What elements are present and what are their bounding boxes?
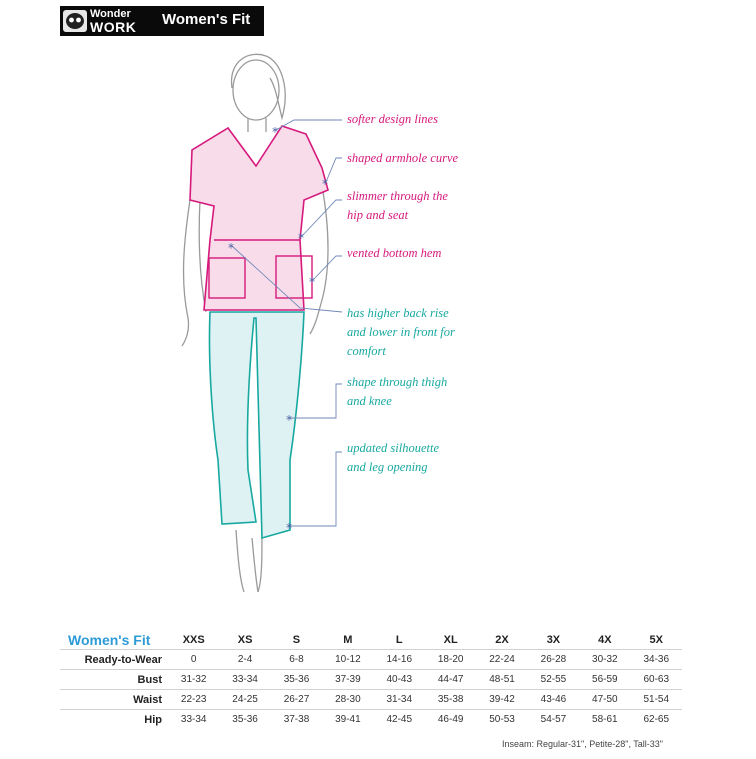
table-cell: 2-4: [219, 650, 270, 670]
callout-softer-design-lines: softer design lines: [347, 112, 438, 126]
table-cell: 39-41: [322, 710, 373, 730]
table-cell: 58-61: [579, 710, 630, 730]
size-col-header: 4X: [598, 633, 612, 646]
size-chart-table: [60, 630, 682, 729]
size-col-header: XS: [237, 633, 253, 646]
table-row: [60, 670, 682, 690]
size-chart-title: Women's Fit: [68, 631, 151, 648]
table-row: [60, 650, 682, 670]
table-cell: 22-23: [168, 690, 219, 710]
table-cell: 24-25: [219, 690, 270, 710]
callout-vented-hem: vented bottom hem: [347, 246, 442, 260]
size-header-row: [60, 630, 682, 650]
svg-text:*: *: [286, 413, 292, 427]
callout-shaped-armhole: shaped armhole curve: [347, 151, 459, 165]
size-col-header: S: [292, 633, 301, 646]
table-cell: 34-36: [631, 650, 682, 670]
table-cell: 30-32: [579, 650, 630, 670]
svg-text:*: *: [272, 125, 278, 139]
table-cell: 37-38: [271, 710, 322, 730]
svg-text:*: *: [228, 241, 234, 255]
svg-text:*: *: [322, 177, 328, 191]
table-cell: 56-59: [579, 670, 630, 690]
table-cell: 50-53: [476, 710, 527, 730]
table-cell: 22-24: [476, 650, 527, 670]
table-cell: 31-34: [374, 690, 425, 710]
size-col-header: XL: [443, 633, 458, 646]
table-cell: 18-20: [425, 650, 476, 670]
table-cell: 31-32: [168, 670, 219, 690]
svg-text:*: *: [298, 231, 304, 245]
svg-text:*: *: [309, 275, 315, 289]
table-cell: 33-34: [168, 710, 219, 730]
scrub-top: [190, 126, 328, 310]
table-cell: 47-50: [579, 690, 630, 710]
brand-name-line2: WORK: [90, 19, 137, 35]
table-cell: 54-57: [528, 710, 579, 730]
table-cell: 60-63: [631, 670, 682, 690]
size-col-header: L: [395, 633, 403, 646]
callout-thigh-knee: shape through thigh and knee: [347, 375, 448, 408]
table-cell: 42-45: [374, 710, 425, 730]
table-cell: 43-46: [528, 690, 579, 710]
inseam-footnote: Inseam: Regular-31", Petite-28", Tall-33": [502, 739, 663, 749]
table-cell: 35-36: [219, 710, 270, 730]
table-cell: 14-16: [374, 650, 425, 670]
table-cell: 6-8: [271, 650, 322, 670]
page-title: Women's Fit: [162, 11, 251, 28]
svg-text:*: *: [286, 521, 292, 535]
table-cell: 33-34: [219, 670, 270, 690]
table-cell: 10-12: [322, 650, 373, 670]
row-label-waist: Waist: [60, 690, 168, 710]
table-cell: 37-39: [322, 670, 373, 690]
row-label-ready-to-wear: Ready-to-Wear: [60, 650, 168, 670]
table-cell: 46-49: [425, 710, 476, 730]
callout-back-rise: has higher back rise and lower in front for comfort: [347, 306, 455, 358]
table-cell: 35-36: [271, 670, 322, 690]
table-cell: 40-43: [374, 670, 425, 690]
table-cell: 48-51: [476, 670, 527, 690]
row-label-bust: Bust: [60, 670, 168, 690]
size-col-header: 3X: [546, 633, 561, 646]
table-cell: 26-28: [528, 650, 579, 670]
table-cell: 44-47: [425, 670, 476, 690]
table-cell: 35-38: [425, 690, 476, 710]
row-label-hip: Hip: [60, 710, 168, 730]
brand-name-line1: Wonder: [90, 8, 131, 20]
table-cell: 51-54: [631, 690, 682, 710]
callout-silhouette-leg: updated silhouette and leg opening: [347, 441, 439, 474]
size-col-header: 2X: [495, 633, 509, 646]
size-col-header: 5X: [649, 633, 663, 646]
table-cell: 28-30: [322, 690, 373, 710]
table-cell: 26-27: [271, 690, 322, 710]
table-cell: 39-42: [476, 690, 527, 710]
callout-slimmer-hip-seat: slimmer through the hip and seat: [347, 189, 448, 222]
table-row: [60, 710, 682, 730]
table-cell: 62-65: [631, 710, 682, 730]
size-col-header: M: [343, 633, 353, 646]
table-cell: 52-55: [528, 670, 579, 690]
table-row: [60, 690, 682, 710]
table-cell: 0: [168, 650, 219, 670]
size-col-header: XXS: [182, 633, 205, 646]
